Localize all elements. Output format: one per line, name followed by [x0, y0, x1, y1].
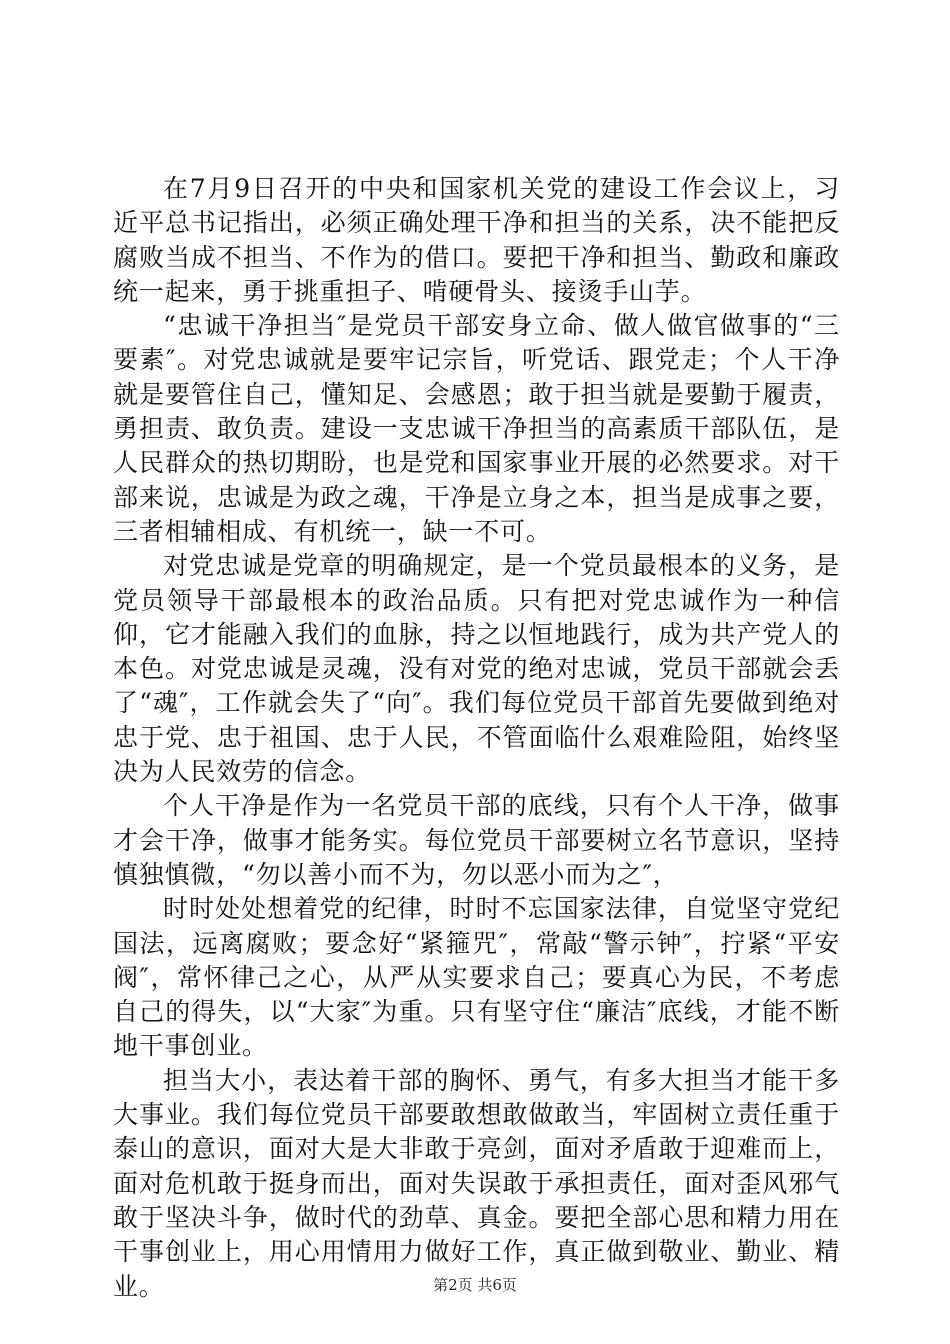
page-footer: 第2页 共6页 [433, 1276, 517, 1294]
paragraph-meeting-remarks: 在7月9日召开的中央和国家机关党的建设工作会议上，习近平总书记指出，必须正确处理干净和担当的关系，决不能把反腐败当成不担当、不作为的借口。要把干净和担当、勤政和廉政统一起来，勇于挑重担子、啃硬骨头、接烫手山芋。 [113, 174, 840, 306]
paragraph-discipline: 时时处处想着党的纪律，时时不忘国家法律，自觉坚守党纪国法，远离腐败；要念好“紧箍咒″，常敲“警示钟″，拧紧“平安阀″，常怀律己之心，从严从实要求自己；要真心为民，不考虑自己的得失，以“大家″为重。只有坚守住“廉洁″底线，才能不断地干事创业。 [113, 894, 840, 1061]
paragraph-responsibility: 担当大小，表达着干部的胸怀、勇气，有多大担当才能干多大事业。我们每位党员干部要敢想敢做敢当，牢固树立责任重于泰山的意识，面对大是大非敢于亮剑，面对矛盾敢于迎难而上，面对危机敢于挺身而出，面对失误敢于承担责任，面对歪风邪气敢于坚决斗争，做时代的劲草、真金。要把全部心思和精力用在干事创业上，用心用情用力做好工作，真正做到敬业、勤业、精业。 [113, 1065, 840, 1301]
paragraph-integrity: 个人干净是作为一名党员干部的底线，只有个人干净，做事才会干净，做事才能务实。每位党员干部要树立名节意识，坚持慎独慎微，“勿以善小而不为，勿以恶小而为之″， [113, 791, 840, 889]
document-body [113, 172, 840, 1304]
paragraph-three-elements: “忠诚干净担当″是党员干部安身立命、做人做官做事的“三要素″。对党忠诚就是要牢记宗旨，听党话、跟党走；个人干净就是要管住自己，懂知足、会感恩；敢于担当就是要勤于履责，勇担责、敢负责。建设一支忠诚干净担当的高素质干部队伍，是人民群众的热切期盼，也是党和国家事业开展的必然要求。对干部来说，忠诚是为政之魂，干净是立身之本，担当是成事之要，三者相辅相成、有机统一，缺一不可。 [113, 311, 840, 546]
paragraph-loyalty: 对党忠诚是党章的明确规定，是一个党员最根本的义务，是党员领导干部最根本的政治品质。只有把对党忠诚作为一种信仰，它才能融入我们的血脉，持之以恒地践行，成为共产党人的本色。对党忠诚是灵魂，没有对党的绝对忠诚，党员干部就会丢了“魂″，工作就会失了“向″。我们每位党员干部首先要做到绝对忠于党、忠于祖国、忠于人民，不管面临什么艰难险阻，始终坚决为人民效劳的信念。 [113, 551, 840, 787]
